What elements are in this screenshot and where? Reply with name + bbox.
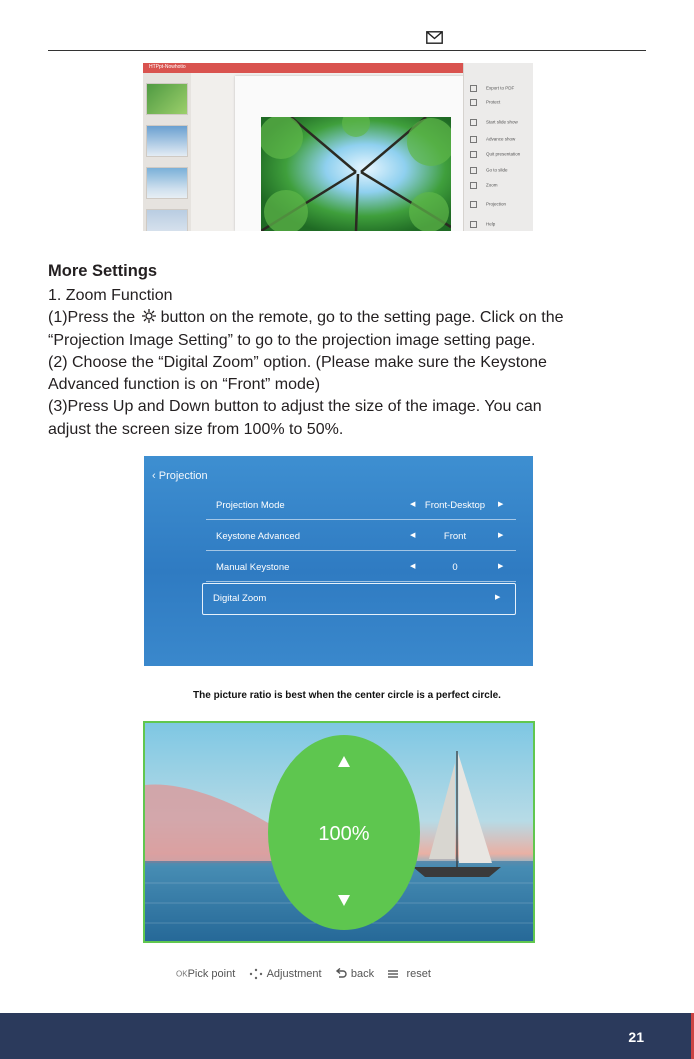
menu-icon xyxy=(470,151,477,158)
menu-icon xyxy=(470,136,477,143)
slide-thumbnail xyxy=(146,167,188,199)
menu-icon xyxy=(470,201,477,208)
instruction-line: adjust the screen size from 100% to 50%. xyxy=(48,420,344,438)
menu-item[interactable]: Start slide show xyxy=(470,119,532,129)
menu-icon xyxy=(386,968,400,980)
menu-item[interactable]: Protect xyxy=(470,99,532,109)
presentation-screenshot xyxy=(143,63,533,231)
left-arrow-icon[interactable]: ◀ xyxy=(410,563,416,570)
instruction-line: (1)Press the button on the remote, go to the setting page. Click on the xyxy=(48,309,564,327)
tree-canopy-photo xyxy=(261,117,451,231)
gear-icon xyxy=(141,308,157,324)
slide-thumbnail xyxy=(146,125,188,157)
legend-back: back xyxy=(350,968,375,981)
section-heading: More Settings xyxy=(48,262,158,280)
ok-key: OK xyxy=(176,969,188,979)
menu-icon xyxy=(470,85,477,92)
menu-icon xyxy=(470,119,477,126)
legend-pick-point: Pick point xyxy=(187,968,236,981)
menu-icon xyxy=(470,167,477,174)
instructions-text xyxy=(48,285,648,441)
digital-zoom-screenshot xyxy=(143,721,535,943)
zoom-value: 100% xyxy=(318,823,370,845)
header-rule xyxy=(48,50,646,51)
menu-item[interactable]: Export to PDF xyxy=(470,85,532,95)
page-number: 21 xyxy=(628,1029,644,1045)
envelope-icon xyxy=(426,31,443,44)
legend-reset: reset xyxy=(406,968,431,981)
menu-item[interactable]: Advance show xyxy=(470,136,532,146)
menu-item[interactable]: Zoom xyxy=(470,182,532,192)
down-arrow-icon[interactable] xyxy=(338,895,350,906)
back-icon xyxy=(334,968,348,980)
left-arrow-icon[interactable]: ◀ xyxy=(410,532,416,539)
zoom-legend xyxy=(176,968,431,980)
projection-title: ‹ Projection xyxy=(152,470,208,482)
right-arrow-icon[interactable]: ▶ xyxy=(495,594,501,601)
direction-pad-icon xyxy=(248,968,264,980)
right-arrow-icon[interactable]: ▶ xyxy=(498,501,504,508)
menu-icon xyxy=(470,182,477,189)
presentation-side-menu xyxy=(463,63,533,231)
menu-icon xyxy=(470,99,477,106)
instruction-line: 1. Zoom Function xyxy=(48,287,173,304)
slide-thumbnail xyxy=(146,83,188,115)
instruction-line: “Projection Image Setting” to go to the projection image setting page. xyxy=(48,331,536,349)
menu-item[interactable]: Go to slide xyxy=(470,167,532,177)
right-arrow-icon[interactable]: ▶ xyxy=(498,563,504,570)
right-arrow-icon[interactable]: ▶ xyxy=(498,532,504,539)
slide-thumbnails xyxy=(143,73,191,231)
left-arrow-icon[interactable]: ◀ xyxy=(410,501,416,508)
instruction-line: (2) Choose the “Digital Zoom” option. (Please make sure the Keystone xyxy=(48,353,547,371)
menu-row-manual-keystone[interactable]: Manual Keystone ◀ 0 ▶ xyxy=(206,553,516,582)
instruction-line: Advanced function is on “Front” mode) xyxy=(48,376,321,394)
slide-thumbnail xyxy=(146,209,188,231)
footer-bar xyxy=(0,1013,694,1059)
presentation-title: HTPpt-Nowhotio xyxy=(149,64,186,70)
zoom-caption: The picture ratio is best when the center circle is a perfect circle. xyxy=(193,690,501,701)
menu-row-projection-mode[interactable]: Projection Mode ◀ Front-Desktop ▶ xyxy=(206,491,516,520)
menu-row-keystone-advanced[interactable]: Keystone Advanced ◀ Front ▶ xyxy=(206,522,516,551)
projection-menu-screenshot xyxy=(144,456,533,666)
legend-adjustment: Adjustment xyxy=(266,968,322,981)
menu-icon xyxy=(470,221,477,228)
instruction-line: (3)Press Up and Down button to adjust the size of the image. You can xyxy=(48,398,542,416)
menu-item[interactable]: Quit presentation xyxy=(470,151,532,161)
menu-item[interactable]: Help xyxy=(470,221,532,231)
menu-row-digital-zoom[interactable]: Digital Zoom ▶ xyxy=(202,583,516,615)
menu-item[interactable]: Projection xyxy=(470,201,532,211)
up-arrow-icon[interactable] xyxy=(338,756,350,767)
